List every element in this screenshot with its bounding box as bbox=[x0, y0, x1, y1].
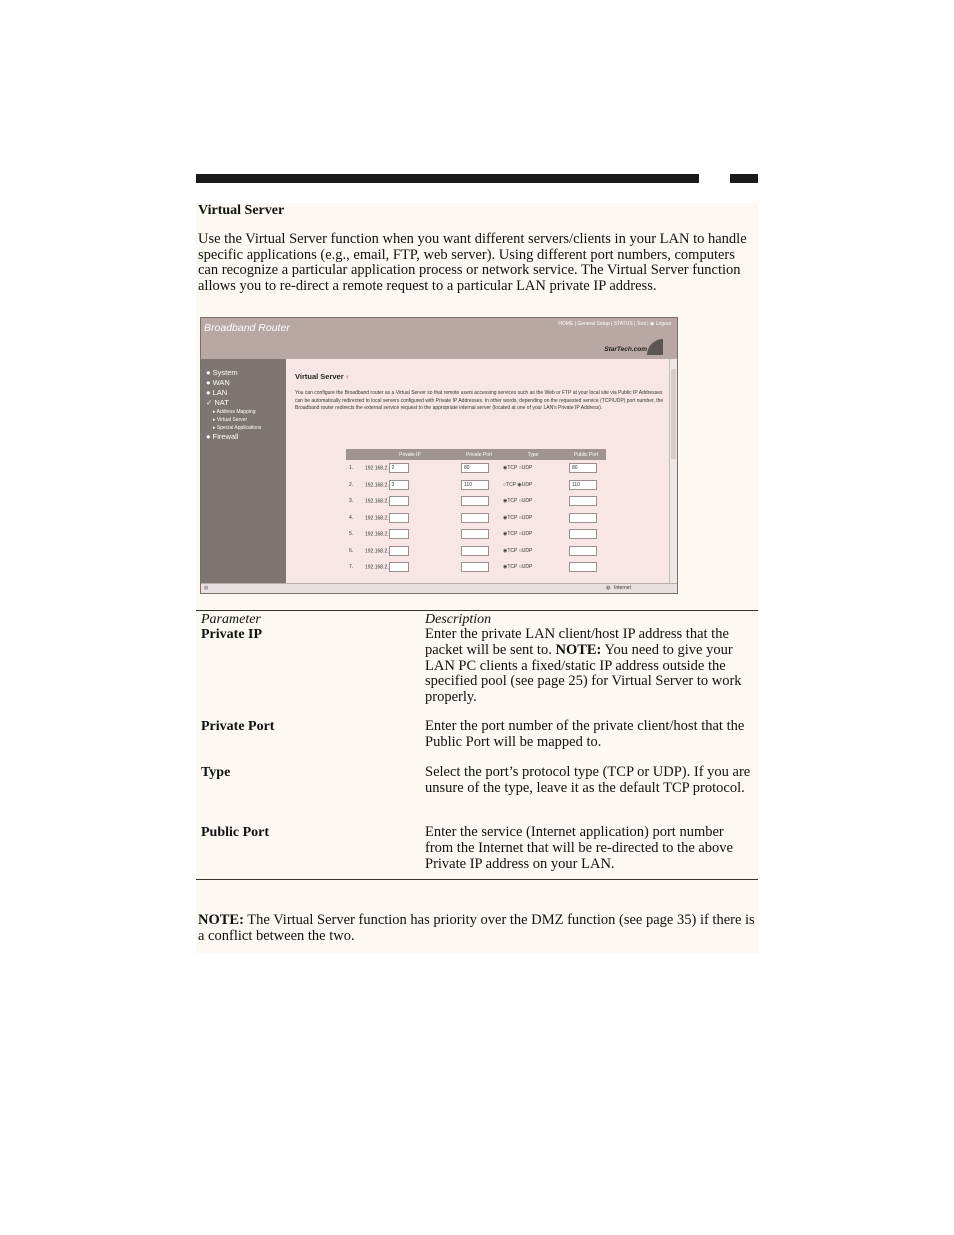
tcp-radio[interactable]: ◉ bbox=[503, 465, 508, 472]
ip-prefix: 192.168.2. bbox=[365, 531, 389, 538]
udp-label: UDP bbox=[521, 498, 533, 505]
ip-prefix: 192.168.2. bbox=[365, 548, 389, 555]
row-number: 7. bbox=[349, 564, 354, 571]
table-row bbox=[346, 477, 606, 494]
private-port-input[interactable]: 80 bbox=[461, 463, 489, 473]
row-number: 1. bbox=[349, 465, 354, 472]
public-port-input[interactable] bbox=[569, 496, 597, 506]
public-port-cell bbox=[566, 477, 606, 494]
row-number: 6. bbox=[349, 547, 354, 554]
type-cell bbox=[500, 543, 566, 560]
tcp-label: TCP bbox=[507, 564, 518, 571]
public-port-cell bbox=[566, 460, 606, 477]
nav-status[interactable]: STATUS bbox=[613, 321, 633, 327]
ip-prefix: 192.168.2. bbox=[365, 482, 389, 489]
sidebar-item-system[interactable]: ● System bbox=[206, 368, 238, 377]
type-cell bbox=[500, 559, 566, 576]
tcp-radio[interactable]: ◉ bbox=[503, 564, 508, 571]
udp-label: UDP bbox=[521, 531, 533, 538]
table-row bbox=[346, 510, 606, 527]
tcp-label: TCP bbox=[507, 498, 518, 505]
udp-label: UDP bbox=[521, 564, 533, 571]
public-port-input[interactable]: 110 bbox=[569, 480, 597, 490]
screenshot-scrollbar[interactable] bbox=[669, 359, 678, 583]
row-number: 4. bbox=[349, 514, 354, 521]
ip-prefix: 192.168.2. bbox=[365, 498, 389, 505]
udp-radio[interactable]: ○ bbox=[518, 547, 522, 554]
type-cell bbox=[500, 510, 566, 527]
public-port-cell bbox=[566, 493, 606, 510]
private-port-input[interactable] bbox=[461, 496, 489, 506]
tcp-label: TCP bbox=[507, 547, 518, 554]
private-ip-cell bbox=[362, 460, 458, 477]
help-icon[interactable]: ◐ bbox=[345, 372, 351, 381]
private-ip-cell bbox=[362, 559, 458, 576]
page-icon: ◎ bbox=[204, 585, 209, 591]
virtual-server-table bbox=[346, 449, 606, 576]
header-type: Type bbox=[500, 449, 566, 460]
udp-radio[interactable]: ○ bbox=[518, 514, 522, 521]
screenshot-description: You can configure the Broadband router as a Virtual Server so that remote users accessing services such as the Web or FTP at your local site via Public IP Addresses can be automatically redirected to local servers configured with Private IP Addresses. In other words, depending on the requested service (TCP/UDP) port number, the Broadband router redirects the external service request to the appropriate internal server (located at one of your LAN's Private IP Address). bbox=[295, 390, 664, 411]
private-ip-input[interactable] bbox=[389, 546, 409, 556]
screenshot-main bbox=[286, 359, 669, 583]
param-desc-public-port: Enter the service (Internet application) port number from the Internet that will be re-directed to the above Private IP address on your LAN. bbox=[425, 824, 733, 872]
udp-radio[interactable]: ○ bbox=[518, 564, 522, 571]
udp-radio[interactable]: ○ bbox=[518, 465, 522, 472]
table-row bbox=[346, 526, 606, 543]
tcp-label: TCP bbox=[507, 531, 518, 538]
private-ip-input[interactable]: 2 bbox=[389, 463, 409, 473]
param-name-private-port: Private Port bbox=[201, 719, 275, 734]
sidebar-subitem-virtual-server[interactable]: ▸ Virtual Server bbox=[213, 417, 248, 423]
private-port-cell bbox=[458, 526, 500, 543]
private-port-cell bbox=[458, 493, 500, 510]
desc-header: Description bbox=[425, 612, 492, 627]
private-port-cell bbox=[458, 510, 500, 527]
udp-radio[interactable]: ◉ bbox=[517, 481, 522, 488]
private-port-input[interactable] bbox=[461, 513, 489, 523]
private-port-input[interactable] bbox=[461, 562, 489, 572]
sidebar-item-wan[interactable]: ● WAN bbox=[206, 378, 230, 387]
tcp-radio[interactable]: ◉ bbox=[503, 514, 508, 521]
public-port-cell bbox=[566, 510, 606, 527]
private-port-cell bbox=[458, 559, 500, 576]
param-header: Parameter bbox=[201, 612, 261, 627]
header-private-port: Private Port bbox=[458, 449, 500, 460]
internet-icon: ◍ bbox=[606, 585, 611, 591]
udp-label: UDP bbox=[521, 465, 533, 472]
screenshot-status-bar bbox=[201, 583, 677, 594]
tcp-radio[interactable]: ◉ bbox=[503, 498, 508, 505]
tcp-label: TCP bbox=[507, 465, 518, 472]
nav-home[interactable]: HOME bbox=[558, 321, 574, 327]
nav-logout[interactable]: Logout bbox=[655, 321, 671, 327]
public-port-cell bbox=[566, 543, 606, 560]
private-ip-cell bbox=[362, 477, 458, 494]
scrollbar-thumb[interactable] bbox=[671, 369, 676, 459]
status-zone: Internet bbox=[614, 585, 631, 591]
type-cell bbox=[500, 493, 566, 510]
public-port-input[interactable] bbox=[569, 546, 597, 556]
udp-label: UDP bbox=[521, 547, 533, 554]
udp-radio[interactable]: ○ bbox=[518, 531, 522, 538]
type-cell bbox=[500, 477, 566, 494]
private-ip-cell bbox=[362, 493, 458, 510]
public-port-input[interactable] bbox=[569, 513, 597, 523]
table-row bbox=[346, 493, 606, 510]
public-port-cell bbox=[566, 559, 606, 576]
param-desc-private-ip: Enter the private LAN client/host IP address that the packet will be sent to. NOTE: You need to give your LAN PC clients a fixed/static IP address outside the specified pool (see page 25) for Virtual Server to work properly. bbox=[425, 626, 742, 706]
startech-logo: StarTech.com bbox=[604, 346, 647, 353]
screenshot-nav: HOME | General Setup | STATUS | Tool | ◉ Logout bbox=[558, 321, 671, 327]
logo-swoosh-icon bbox=[647, 339, 663, 355]
private-ip-input[interactable] bbox=[389, 529, 409, 539]
page-content bbox=[196, 203, 758, 953]
private-ip-cell bbox=[362, 543, 458, 560]
sidebar-subitem-address-mapping[interactable]: ▸ Address Mapping bbox=[213, 409, 256, 415]
tcp-label: TCP bbox=[506, 481, 516, 488]
ip-prefix: 192.168.2. bbox=[365, 515, 389, 522]
private-port-input[interactable] bbox=[461, 546, 489, 556]
tcp-radio[interactable]: ○ bbox=[503, 481, 507, 488]
ip-prefix: 192.168.2. bbox=[365, 465, 389, 472]
private-ip-input[interactable] bbox=[389, 513, 409, 523]
param-name-private-ip: Private IP bbox=[201, 627, 263, 642]
sidebar-item-nat[interactable]: ✓ NAT bbox=[206, 398, 229, 407]
udp-radio[interactable]: ○ bbox=[518, 498, 522, 505]
udp-label: UDP bbox=[521, 481, 533, 488]
table-row bbox=[346, 559, 606, 576]
private-ip-input[interactable] bbox=[389, 562, 409, 572]
tcp-label: TCP bbox=[507, 514, 518, 521]
sidebar-subitem-special-applications[interactable]: ▸ Special Applications bbox=[213, 425, 262, 431]
private-ip-input[interactable] bbox=[389, 496, 409, 506]
row-number: 3. bbox=[349, 498, 354, 505]
table-row bbox=[346, 543, 606, 560]
screenshot-sidebar bbox=[201, 359, 286, 583]
screenshot-page-title: Virtual Server ◐ bbox=[295, 372, 351, 381]
private-port-cell bbox=[458, 543, 500, 560]
param-desc-private-port: Enter the port number of the private client/host that the Public Port will be mapped to. bbox=[425, 718, 745, 750]
note-paragraph: NOTE: The Virtual Server function has priority over the DMZ function (see page 35) if there is a conflict between the two. bbox=[198, 912, 755, 944]
router-screenshot bbox=[200, 317, 678, 594]
row-number: 5. bbox=[349, 531, 354, 538]
param-desc-type: Select the port’s protocol type (TCP or UDP). If you are unsure of the type, leave it as the default TCP protocol. bbox=[425, 764, 751, 796]
row-number: 2. bbox=[349, 481, 354, 488]
private-ip-input[interactable]: 3 bbox=[389, 480, 409, 490]
intro-paragraph: Use the Virtual Server function when you want different servers/clients in your LAN to handle specific applications (e.g., email, FTP, web server). Using different port numbers, computers can recognize a particular application process or network service. The Virtual Server function allows you to re-direct a remote request to a particular LAN private IP address. bbox=[198, 231, 747, 294]
sidebar-item-lan[interactable]: ● LAN bbox=[206, 388, 228, 397]
private-port-input[interactable] bbox=[461, 529, 489, 539]
screenshot-brand: Broadband Router bbox=[204, 322, 290, 334]
type-cell bbox=[500, 526, 566, 543]
sidebar-item-firewall[interactable]: ● Firewall bbox=[206, 432, 239, 441]
public-port-input[interactable] bbox=[569, 562, 597, 572]
screenshot-header bbox=[201, 318, 677, 359]
private-port-input[interactable]: 110 bbox=[461, 480, 489, 490]
nav-tool[interactable]: Tool bbox=[636, 321, 646, 327]
public-port-input[interactable]: 80 bbox=[569, 463, 597, 473]
nav-general-setup[interactable]: General Setup bbox=[577, 321, 610, 327]
ip-prefix: 192.168.2. bbox=[365, 564, 389, 571]
tcp-radio[interactable]: ◉ bbox=[503, 547, 508, 554]
logout-icon: ◉ bbox=[649, 321, 655, 327]
header-rule-long bbox=[196, 174, 699, 183]
param-name-public-port: Public Port bbox=[201, 825, 270, 840]
header-public-port: Public Port bbox=[566, 449, 606, 460]
public-port-cell bbox=[566, 526, 606, 543]
section-title: Virtual Server bbox=[198, 203, 285, 218]
private-port-cell bbox=[458, 477, 500, 494]
public-port-input[interactable] bbox=[569, 529, 597, 539]
header-private-ip: Private IP bbox=[362, 449, 458, 460]
private-ip-cell bbox=[362, 526, 458, 543]
header-rule-short bbox=[730, 174, 758, 183]
udp-label: UDP bbox=[521, 514, 533, 521]
table-row bbox=[346, 460, 606, 477]
private-ip-cell bbox=[362, 510, 458, 527]
param-name-type: Type bbox=[201, 765, 231, 780]
table-corner bbox=[346, 449, 362, 460]
private-port-cell bbox=[458, 460, 500, 477]
tcp-radio[interactable]: ◉ bbox=[503, 531, 508, 538]
parameter-table bbox=[196, 610, 758, 880]
type-cell bbox=[500, 460, 566, 477]
